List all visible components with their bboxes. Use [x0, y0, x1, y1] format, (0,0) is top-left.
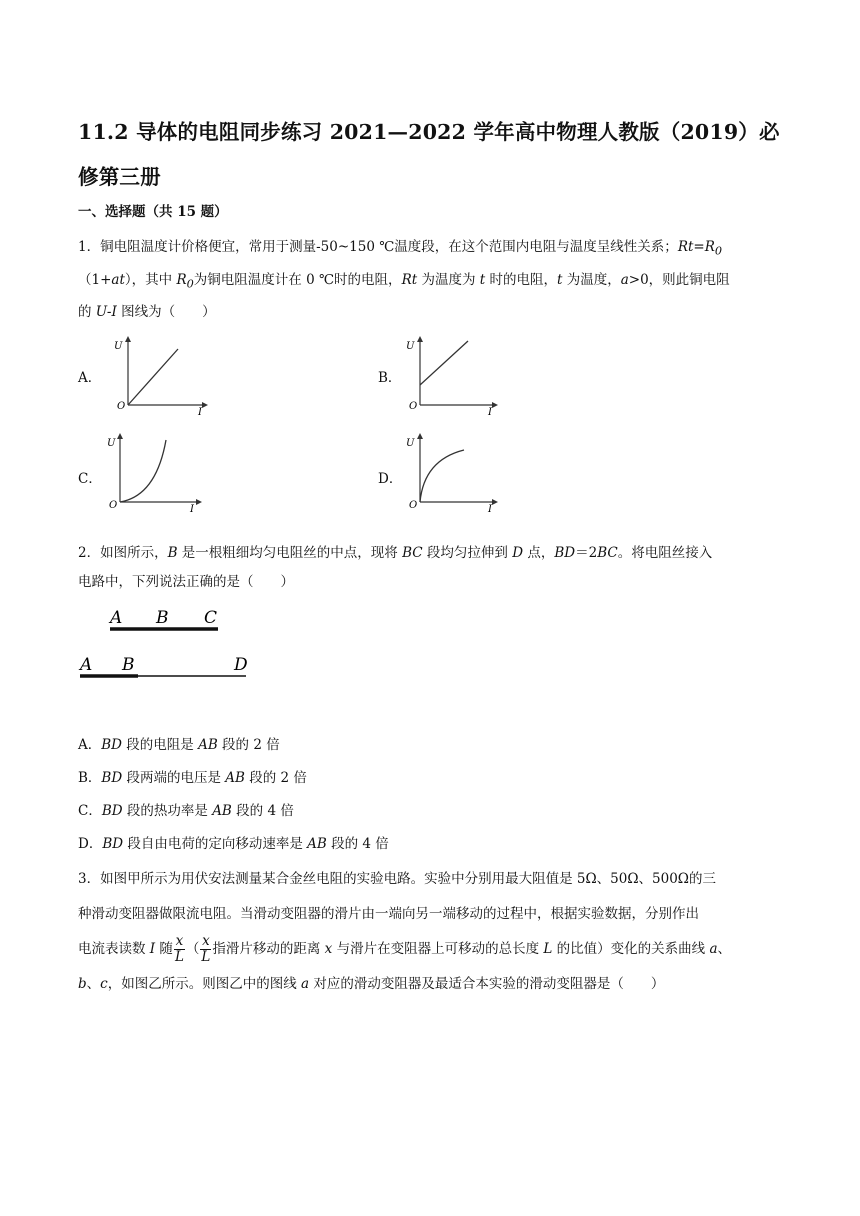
document-title: 11.2 导体的电阻同步练习 2021—2022 学年高中物理人教版（2019）必修第三册	[78, 120, 780, 189]
point-a-top: A	[110, 608, 123, 628]
fraction-x-over-l-2: $\frac{x}{L}$	[201, 933, 211, 965]
section-heading: 一、选择题（共 15 题）	[78, 204, 228, 220]
question-1-text: 1．铜电阻温度计价格便宜，常用于测量-50~150 ℃温度段，在这个范围内电阻与温度呈线性关系；$Rt=R_0$ （1+at），其中 $R_0$为铜电阻温度计在 0 ℃时的电阻，Rt 为温度为 t 时的电阻，t 为温度，a>0，则此铜电阻 的 U-I 图线为（ ）	[78, 239, 730, 321]
question-2-text: 2．如图所示，B 是一根粗细均匀电阻丝的中点，现将 BC 段均匀拉伸到 D 点，BD＝2BC。将电阻丝接入 电路中，下列说法正确的是（ ）	[78, 545, 713, 590]
q1-option-c-label[interactable]: C．	[78, 471, 102, 487]
q2-wire-figure	[76, 604, 266, 684]
q1-option-d-label[interactable]: D．	[378, 471, 403, 487]
point-a-bottom: A	[80, 655, 93, 675]
origin-label: O	[409, 401, 418, 412]
q2-option-c[interactable]: C．BD 段的热功率是 AB 段的 4 倍	[78, 803, 294, 819]
point-b-top: B	[156, 608, 169, 628]
axis-x-label: I	[198, 407, 202, 415]
q1-graph-c[interactable]	[104, 432, 204, 514]
axis-x-label: I	[488, 504, 492, 514]
origin-label: O	[409, 500, 418, 511]
q1-graph-b[interactable]	[400, 335, 500, 415]
axis-y-label: U	[406, 438, 415, 449]
q1-option-b-label[interactable]: B．	[378, 370, 402, 386]
point-c-top: C	[204, 608, 218, 628]
q2-option-b[interactable]: B．BD 段两端的电压是 AB 段的 2 倍	[78, 770, 307, 786]
axis-x-label: I	[190, 504, 194, 514]
fraction-x-over-l: $\frac{x}{L}$	[174, 933, 184, 965]
axis-y-label: U	[107, 438, 116, 449]
origin-label: O	[109, 500, 118, 511]
point-b-bottom: B	[122, 655, 135, 675]
axis-y-label: U	[114, 341, 123, 352]
q1-graph-a[interactable]	[110, 335, 210, 415]
point-d-bottom: D	[234, 655, 248, 675]
q1-graph-d[interactable]	[400, 432, 500, 514]
axis-x-label: I	[488, 407, 492, 415]
question-3-text: 3．如图甲所示为用伏安法测量某合金丝电阻的实验电路。实验中分别用最大阻值是 5Ω、50Ω、500Ω的三 种滑动变阻器做限流电阻。当滑动变阻器的滑片由一端向另一端移动的过程中，根据实验数据，分别作出 电流表读数 I 随 $\frac{x}{L}$ （ $\frac{x}{L}$ 指滑片移动的距离 x 与滑片在变阻器上可移动的总长度 L 的比值）变化的关系曲线 a、 b、c，如图乙所示。则图乙中的图线 a 对应的滑动变阻器及最适合本实验的滑动变阻器是（ ）	[78, 871, 732, 992]
axis-y-label: U	[406, 341, 415, 352]
q2-option-d[interactable]: D．BD 段自由电荷的定向移动速率是 AB 段的 4 倍	[78, 836, 389, 852]
q1-option-a-label[interactable]: A．	[78, 370, 102, 386]
q2-option-a[interactable]: A．BD 段的电阻是 AB 段的 2 倍	[78, 737, 280, 753]
origin-label: O	[117, 401, 126, 412]
